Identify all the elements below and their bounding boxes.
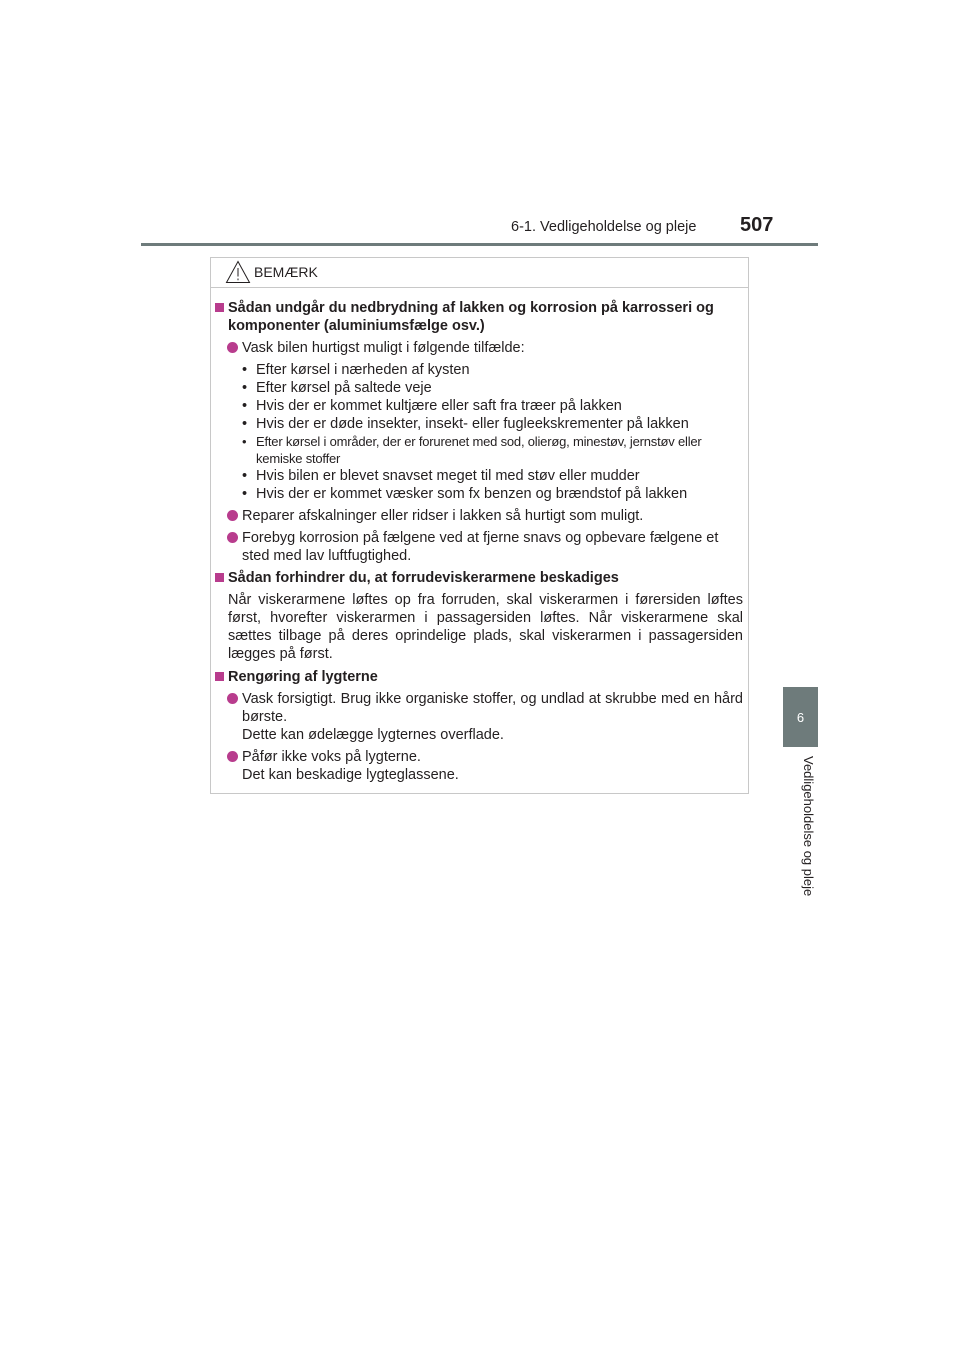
- round-bullet-icon: [227, 751, 238, 762]
- notice-label: BEMÆRK: [254, 264, 318, 280]
- sub-list-item: • Efter kørsel i nærheden af kysten: [242, 362, 470, 378]
- sub-list-item: • Hvis bilen er blevet snavset meget til med støv eller mudder: [242, 468, 640, 484]
- list-item: Reparer afskalninger eller ridser i lakken så hurtigt som muligt.: [215, 507, 743, 525]
- sub-list-item: • Efter kørsel i områder, der er forurenet med sod, olierøg, minestøv, jernstøv eller kemiske stoffer: [242, 434, 702, 466]
- chapter-title: Vedligeholdelse og pleje: [801, 756, 816, 897]
- round-bullet-icon: [227, 510, 238, 521]
- sub-list: [215, 361, 743, 503]
- section-heading: Sådan forhindrer du, at forrudeviskerarmene beskadiges: [215, 569, 743, 587]
- paragraph: Når viskerarmene løftes op fra forruden, skal viskerarmen i førersiden løftes først, hvorefter viskerarmen i passagersiden løftes. Når viskerarmene skal sættes tilbage på deres oprindelige plads, skal viskerarmen i passagersiden lægges på først.: [228, 592, 743, 662]
- list-item: Forebyg korrosion på fælgene ved at fjerne snavs og opbevare fælgene et sted med lav luftfugtighed.: [215, 529, 743, 565]
- chapter-tab: [783, 687, 818, 747]
- round-bullet-icon: [227, 532, 238, 543]
- sub-list-item: • Hvis der er døde insekter, insekt- eller fugleekskrementer på lakken: [242, 416, 689, 432]
- sub-list-item: • Hvis der er kommet væsker som fx benzen og brændstof på lakken: [242, 486, 688, 502]
- notice-header: [211, 258, 748, 288]
- list-item: Vask forsigtigt. Brug ikke organiske stoffer, og undlad at skrubbe med en hård børste. Dette kan ødelægge lygternes overflade.: [215, 690, 743, 744]
- warning-triangle-icon: [225, 260, 251, 284]
- square-bullet-icon: [215, 303, 224, 312]
- list-item: Vask bilen hurtigst muligt i følgende tilfælde:: [215, 339, 743, 357]
- round-bullet-icon: [227, 342, 238, 353]
- section-heading: Sådan undgår du nedbrydning af lakken og korrosion på karrosseri og komponenter (aluminiumsfælge osv.): [215, 299, 743, 335]
- page-number: 507: [740, 214, 774, 236]
- notice-body: [215, 299, 743, 788]
- sub-list-item: • Hvis der er kommet kultjære eller saft fra træer på lakken: [242, 398, 622, 414]
- section-heading: Rengøring af lygterne: [215, 668, 743, 686]
- square-bullet-icon: [215, 672, 224, 681]
- list-item: Påfør ikke voks på lygterne. Det kan beskadige lygteglassene.: [215, 748, 743, 784]
- chapter-number: 6: [796, 709, 805, 725]
- square-bullet-icon: [215, 573, 224, 582]
- section-title: 6-1. Vedligeholdelse og pleje: [511, 219, 697, 235]
- sub-list-item: • Efter kørsel på saltede veje: [242, 380, 432, 396]
- header-rule: [141, 243, 818, 246]
- round-bullet-icon: [227, 693, 238, 704]
